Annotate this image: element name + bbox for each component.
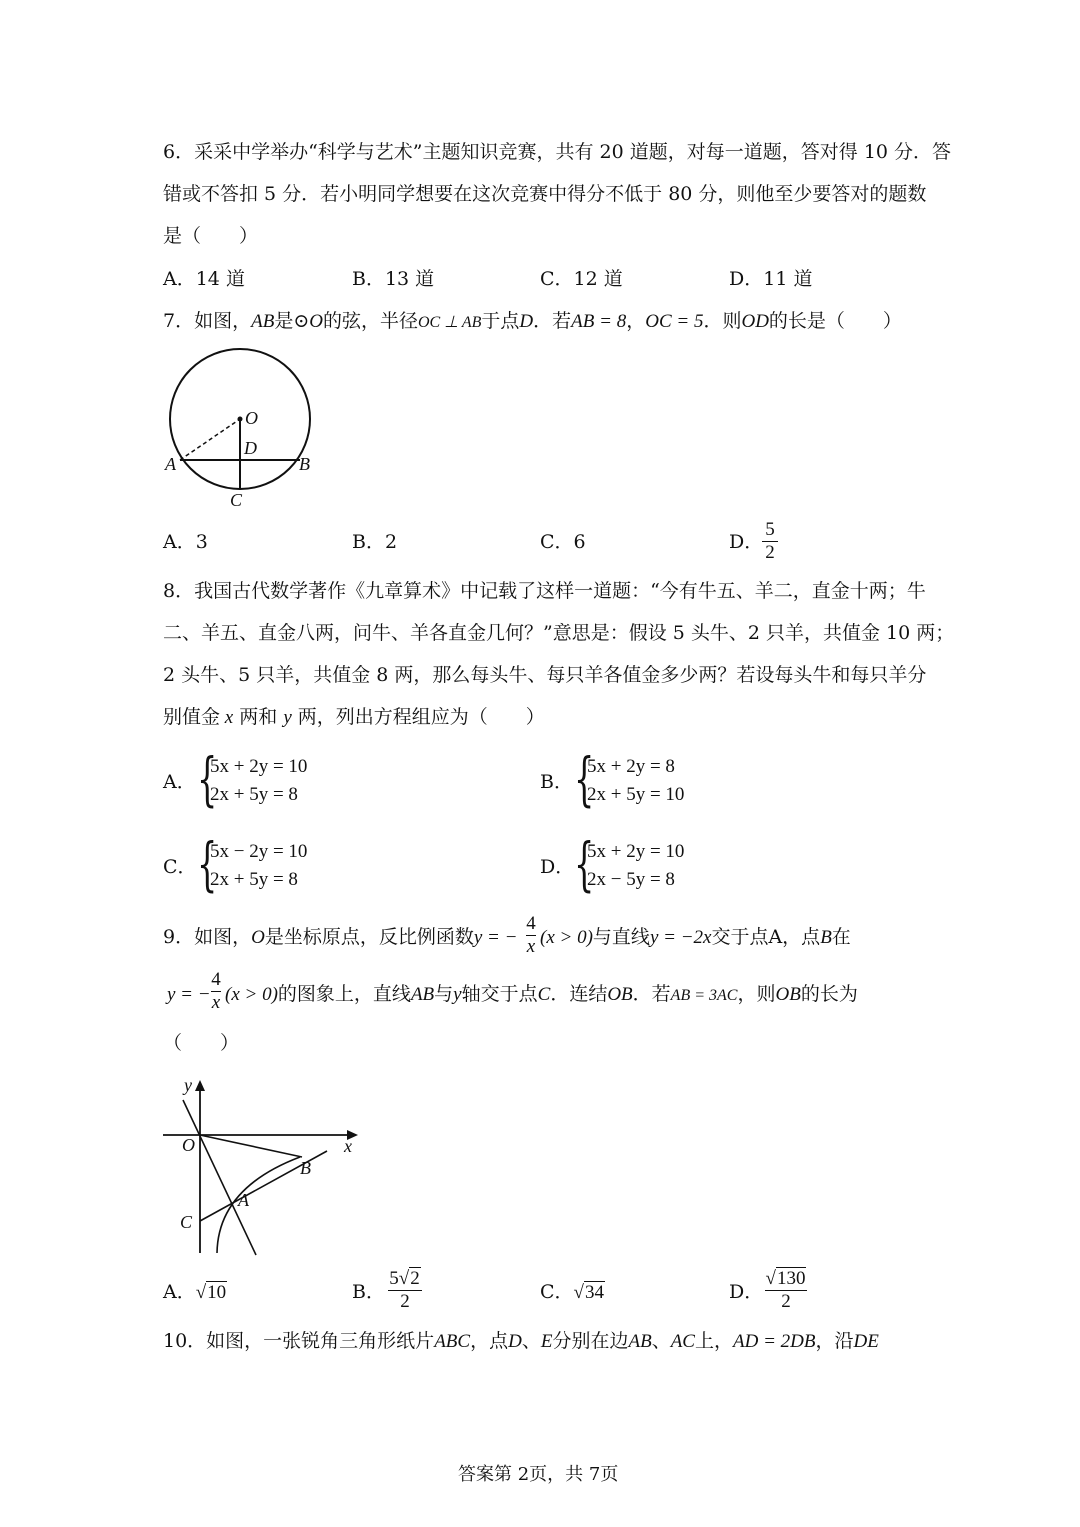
page-footer: 答案第 2页，共 7页: [458, 1464, 619, 1485]
q6-option-d: D．11 道: [729, 268, 813, 290]
q6-line1: 6．采采中学举办“科学与艺术”主题知识竞赛，共有 20 道题，对每一道题，答对得 10 分．答: [163, 141, 952, 163]
q10-line1: 10．如图，一张锐角三角形纸片ABC，点D、E分别在边AB、AC上，AD = 2DB，沿DE: [163, 1330, 879, 1352]
label-c: C: [180, 1212, 193, 1232]
label-d: D: [244, 438, 257, 458]
q9-option-b-fraction: 5√2 2: [386, 1268, 424, 1313]
label-a: A: [238, 1190, 249, 1210]
q7-option-d: D．: [729, 531, 764, 553]
q9-line1-fraction: 4 x: [526, 913, 536, 957]
q7-option-d-fraction: 5 2: [760, 519, 780, 564]
q7-option-b: B．2: [352, 531, 398, 553]
q6-option-a: A．14 道: [163, 268, 245, 290]
q8-option-d-eq1: 5x + 2y = 10: [587, 841, 685, 862]
q7-stem: 7．如图，AB是⊙O的弦，半径OC ⊥ AB于点D．若AB = 8，OC = 5．则OD的长是（ ）: [163, 310, 902, 332]
q8-option-c-eq2: 2x + 5y = 8: [210, 869, 298, 890]
q8-line4: 别值金 x 两和 y 两，列出方程组应为（ ）: [163, 706, 545, 728]
q8-option-d-label: D．: [540, 856, 575, 878]
q6-option-c: C．12 道: [540, 268, 623, 290]
q9-option-a: A．√10: [163, 1281, 227, 1303]
q8-option-c-eq1: 5x − 2y = 10: [210, 841, 308, 862]
q9-option-d-label: D．: [729, 1281, 764, 1303]
q8-option-b-label: B．: [540, 771, 573, 793]
q9-option-b-label: B．: [352, 1281, 385, 1303]
q8-option-c-label: C．: [163, 856, 197, 878]
q8-option-a-brace: {: [197, 745, 218, 813]
center-dot: [238, 417, 243, 422]
q9-line2-rest: (x > 0)的图象上，直线AB与y轴交于点C．连结OB．若AB = 3AC，则OB的长为: [225, 983, 858, 1005]
q6-option-b: B．13 道: [352, 268, 435, 290]
q8-option-a-label: A．: [163, 771, 196, 793]
q8-line3: 2 头牛、5 只羊，共值金 8 两，那么每头牛、每只羊各值金多少两？若设每头牛和每只羊分: [163, 664, 927, 686]
q7-circle-figure: [155, 340, 335, 515]
label-b: B: [299, 454, 310, 474]
q8-option-b-eq2: 2x + 5y = 10: [587, 784, 685, 805]
q7-option-a: A．3: [163, 531, 208, 553]
label-o: O: [182, 1135, 195, 1155]
q8-option-c-brace: {: [197, 830, 218, 898]
q8-option-a-eq1: 5x + 2y = 10: [210, 756, 308, 777]
q9-line1-b: (x > 0)与直线y = −2x交于点A，点B在: [540, 926, 851, 948]
q9-line2-lhs: y = −: [167, 984, 211, 1005]
q8-option-a-eq2: 2x + 5y = 8: [210, 784, 298, 805]
q9-option-c: C．√34: [540, 1281, 604, 1303]
q8-option-b-brace: {: [574, 745, 595, 813]
q9-line1-a: 9．如图，O是坐标原点，反比例函数y = −: [163, 926, 518, 948]
segment-oa-dashed: [180, 419, 240, 460]
q8-line1: 8．我国古代数学著作《九章算术》中记载了这样一道题：“今有牛五、羊二，直金十两；牛: [163, 580, 926, 602]
label-y: y: [184, 1075, 192, 1095]
q9-line3: （ ）: [163, 1032, 240, 1054]
q6-line2: 错或不答扣 5 分．若小明同学想要在这次竞赛中得分不低于 80 分，则他至少要答对的题数: [163, 183, 927, 205]
q9-line2-fraction: 4 x: [211, 969, 221, 1013]
q8-option-d-brace: {: [574, 830, 595, 898]
q6-line3: 是（ ）: [163, 225, 259, 247]
label-a: A: [165, 454, 176, 474]
label-b: B: [300, 1158, 311, 1178]
q9-option-d-fraction: √130 2: [765, 1268, 806, 1312]
label-x: x: [344, 1136, 352, 1156]
q8-line2: 二、羊五、直金八两，问牛、羊各直金几何？”意思是：假设 5 头牛、2 只羊，共值金 10 两；: [163, 622, 955, 644]
y-axis-arrow: [195, 1080, 205, 1091]
q8-option-d-eq2: 2x − 5y = 8: [587, 869, 675, 890]
label-c: C: [230, 490, 243, 510]
q7-option-c: C．6: [540, 531, 586, 553]
q9-coordinate-figure: [160, 1073, 370, 1258]
label-o: O: [245, 408, 258, 428]
q8-option-b-eq1: 5x + 2y = 8: [587, 756, 675, 777]
line-ob: [200, 1135, 302, 1157]
